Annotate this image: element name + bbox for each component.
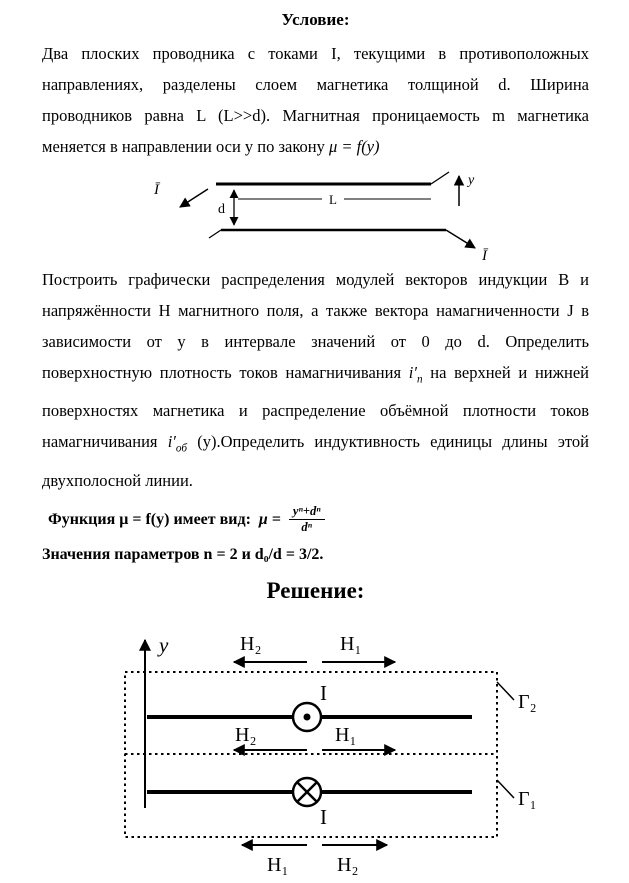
mu-fraction-denominator: dⁿ — [301, 520, 313, 535]
surface-current-symbol: i′ — [408, 363, 417, 382]
current-arrow-left — [180, 189, 208, 207]
condition-paragraph — [42, 38, 589, 162]
y-axis-label: y — [159, 632, 169, 657]
mu-fraction-numerator: yⁿ+dⁿ — [289, 504, 325, 521]
mu-function-line — [42, 504, 589, 536]
task-text-3: (y).Определить индуктивность единицы длины этой двухполосной линии. — [42, 432, 589, 490]
top-h1-label: H₁ — [340, 632, 362, 655]
gamma1-tick — [497, 780, 514, 798]
figure-field-diagram — [92, 612, 589, 883]
mid-h2-label: H₂ — [235, 723, 257, 746]
task-text-2: на верхней и нижней поверхностях магнетика и распределение объёмной плотности токов намагничивания — [42, 363, 590, 452]
gamma2-tick — [497, 682, 514, 700]
current-left-label: Ī — [153, 182, 159, 198]
top-right-tick — [431, 172, 449, 184]
mid-h1-label: H₁ — [335, 723, 357, 746]
task-paragraph — [42, 264, 589, 496]
upper-current-label: I — [320, 680, 327, 705]
figure1-y-label: y — [467, 173, 474, 188]
volume-current-subscript: об — [175, 442, 188, 455]
bottom-left-tick — [209, 230, 221, 238]
task-text-1: Построить графически распределения модулей векторов индукции B и напряжённости H магнитного поля, а также вектора намагниченности J в зависимости от y в интервале значений от 0 до d. Определить поверхностную плотность токов намагничивания — [42, 270, 589, 382]
mu-law-formula: μ = f(y) — [328, 137, 380, 156]
condition-heading: Условие: — [281, 10, 350, 29]
conductors-sketch — [146, 166, 516, 262]
figure-two-conductors — [72, 166, 589, 262]
lower-current-label: I — [320, 804, 327, 829]
thickness-label: d — [217, 202, 225, 217]
top-h2-label: H₂ — [240, 632, 262, 655]
volume-current-symbol: i′ — [167, 432, 176, 452]
mu-equals: μ = — [258, 510, 281, 528]
bottom-h1-label: H₁ — [267, 853, 289, 876]
solution-heading: Решение: — [266, 577, 365, 603]
gamma2-label: Г₂ — [518, 690, 537, 713]
current-out-dot — [304, 713, 311, 720]
gamma1-label: Г₁ — [518, 787, 537, 810]
current-right-label: Ī — [481, 248, 487, 262]
condition-text: Два плоских проводника с токами I, текущими в противоположных направлениях, разделены слоем магнетика толщиной d. Ширина проводников равна L (L>>d). Магнитная проницаемость m магнетика меняется в направлении оси y по закону — [42, 44, 589, 156]
field-diagram — [92, 612, 612, 878]
length-label: L — [328, 192, 337, 207]
mu-function-prefix: Функция μ = f(y) имеет вид: — [48, 510, 251, 528]
current-arrow-right — [446, 230, 475, 248]
bottom-h2-label: H₂ — [337, 853, 359, 876]
surface-current-subscript: n — [416, 373, 423, 386]
mu-fraction — [289, 504, 325, 536]
parameters-line: Значения параметров n = 2 и d₀/d = 3/2. — [42, 545, 324, 563]
